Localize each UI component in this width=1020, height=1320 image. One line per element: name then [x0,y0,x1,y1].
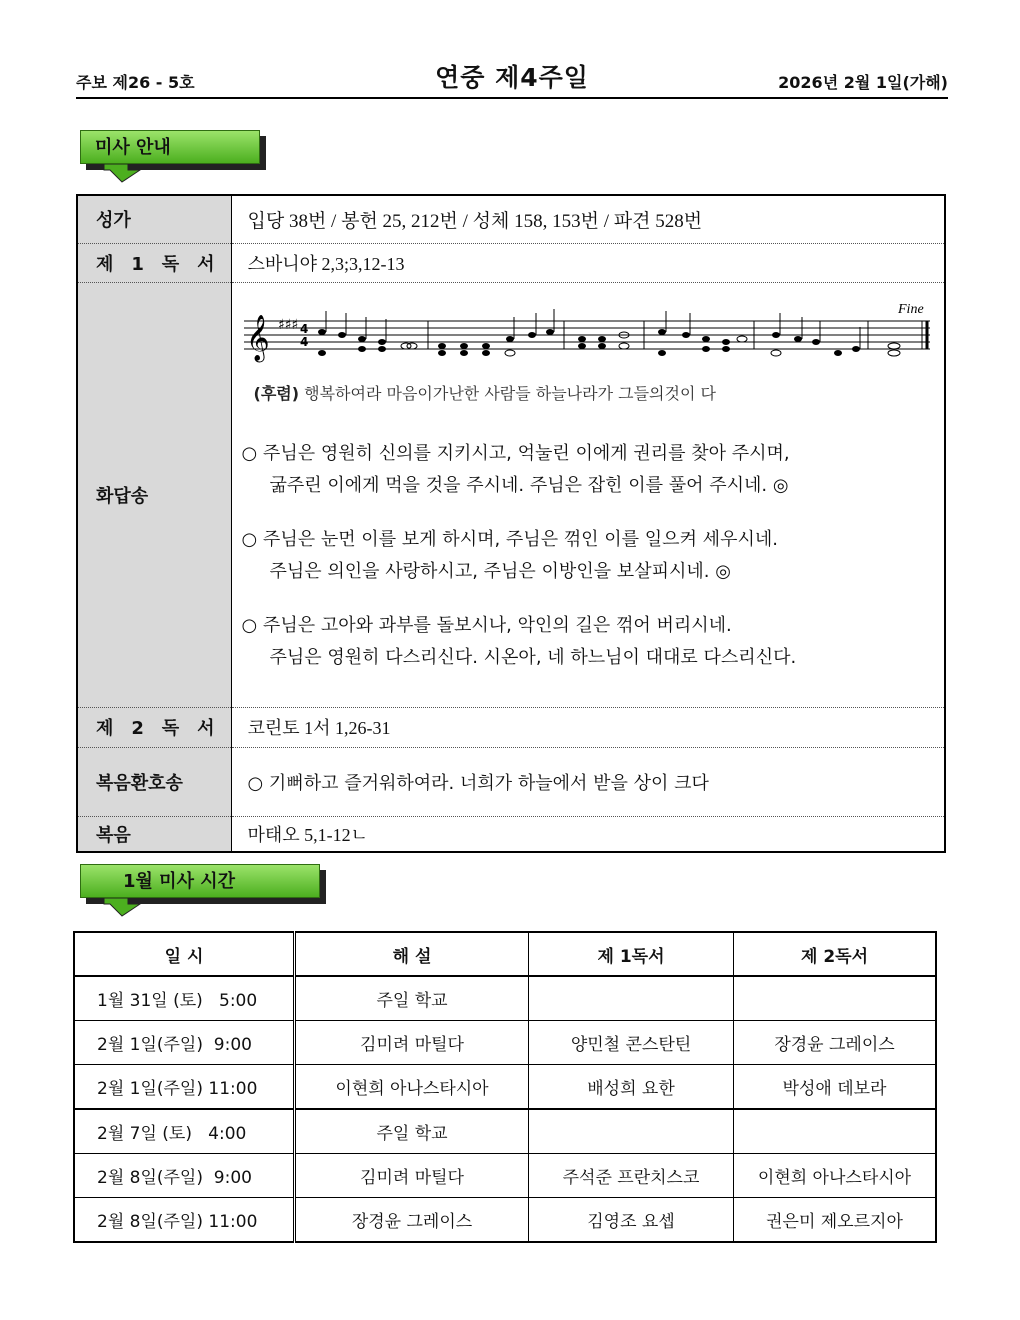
cell-commentary: 김미려 마틸다 [295,1154,529,1198]
cell-datetime: 2월 7일 (토) 4:00 [74,1109,295,1154]
cell-reading2: 박성애 데보라 [734,1065,937,1110]
reading2-value: 코린토 1서 1,26-31 [231,707,945,747]
page-title: 연중 제4주일 [435,63,589,92]
table-row [74,1198,936,1243]
row-reading2 [77,707,945,747]
section-label-mass-times [80,864,335,900]
arrow-down-icon [98,164,158,184]
psalm-stanzas [242,438,945,674]
row-gospel [77,816,945,852]
cell-datetime: 2월 1일(주일) 11:00 [74,1065,295,1110]
stanza-line: ○ 주님은 눈먼 이를 보게 하시며, 주님은 꺾인 이를 일으켜 세우시네. [241,528,778,550]
row-key: 제 2 독 서 [77,707,231,747]
table-row [74,976,936,1021]
stanza-line: ○ 주님은 고아와 과부를 돌보시나, 악인의 길은 꺾어 버리시네. [241,614,732,636]
cell-reading2: 이현희 아나스타시아 [734,1154,937,1198]
section-title: 미사 안내 [80,130,260,164]
acclamation-value: ○ 기뻐하고 즐거워하여라. 너희가 하늘에서 받을 상이 크다 [231,747,945,816]
cell-reading2 [734,1109,937,1154]
stanza-line: ○ 주님은 영원히 신의를 지키시고, 억눌린 이에게 권리를 찾아 주시며, [241,442,790,464]
section-title: 1월 미사 시간 [80,864,320,898]
row-acclamation [77,747,945,816]
col-header-commentary: 해 설 [295,932,529,976]
cell-commentary: 장경윤 그레이스 [295,1198,529,1243]
cell-reading2: 장경윤 그레이스 [734,1021,937,1065]
mass-schedule-table [73,931,937,1243]
issue-date: 2026년 2월 1일(가해) [778,73,948,92]
mass-info-table [76,194,946,853]
refrain-label: (후렴) [253,383,300,403]
svg-text:𝄞: 𝄞 [245,314,270,361]
gospel-value: 마태오 5,1-12ㄴ [247,824,369,845]
table-row [74,1109,936,1154]
stanza-line: 굶주린 이에게 먹을 것을 주시네. 주님은 잡힌 이를 풀어 주시네. ◎ [269,474,789,496]
cell-datetime: 1월 31일 (토) 5:00 [74,976,295,1021]
refrain-text: 행복하여라 마음이가난한 사람들 하늘나라가 그들의것이 다 [299,383,716,403]
stanza-line: 주님은 의인을 사랑하시고, 주님은 이방인을 보살피시네. ◎ [269,560,731,582]
row-hymn [77,195,945,243]
cell-reading2 [734,976,937,1021]
table-header-row [74,932,936,976]
section-label-mass-info [80,130,270,166]
row-key: 복음환호송 [77,747,231,816]
row-key: 제 1 독 서 [77,243,231,282]
cell-reading2: 권은미 제오르지아 [734,1198,937,1243]
cell-commentary: 김미려 마틸다 [295,1021,529,1065]
cell-commentary: 주일 학교 [295,1109,529,1154]
stanza-line: 주님은 영원히 다스리신다. 시온아, 네 하느님이 대대로 다스리신다. [269,646,797,668]
issue-number: 주보 제26 - 5호 [76,73,195,92]
col-header-datetime: 일 시 [74,932,295,976]
cell-commentary: 주일 학교 [295,976,529,1021]
cell-datetime: 2월 8일(주일) 9:00 [74,1154,295,1198]
psalm-stanza [242,524,945,588]
cell-reading1 [529,976,734,1021]
hymn-value: 입당 38번 / 봉헌 25, 212번 / 성체 158, 153번 / 파견 528번 [231,195,945,243]
cell-reading1: 양민철 콘스탄틴 [529,1021,734,1065]
cell-commentary: 이현희 아나스타시아 [295,1065,529,1110]
music-staff [242,299,945,375]
svg-text:♯♯♯: ♯♯♯ [277,316,298,333]
psalm-stanza [242,610,945,674]
cell-reading1: 김영조 요셉 [529,1198,734,1243]
cell-reading1 [529,1109,734,1154]
svg-text:4: 4 [299,321,308,336]
table-row [74,1065,936,1110]
psalm-stanza [242,438,945,502]
row-reading1 [77,243,945,282]
header-rule [76,97,948,99]
cell-datetime: 2월 1일(주일) 9:00 [74,1021,295,1065]
row-key: 복음 [77,816,231,852]
table-row [74,1021,936,1065]
cell-reading1: 배성희 요한 [529,1065,734,1110]
svg-text:4: 4 [299,334,308,349]
row-psalm [77,282,945,707]
reading1-value: 스바니야 2,3;3,12-13 [231,243,945,282]
col-header-reading2: 제 2독서 [734,932,937,976]
arrow-down-icon [98,898,158,918]
cell-datetime: 2월 8일(주일) 11:00 [74,1198,295,1243]
cell-reading1: 주석준 프란치스코 [529,1154,734,1198]
table-row [74,1154,936,1198]
page-header [76,58,948,98]
col-header-reading1: 제 1독서 [529,932,734,976]
row-key: 성가 [77,195,231,243]
fine-mark: Fine [897,301,924,317]
row-key: 화답송 [77,282,231,707]
music-notation [242,299,932,369]
refrain-lyrics [254,381,945,404]
